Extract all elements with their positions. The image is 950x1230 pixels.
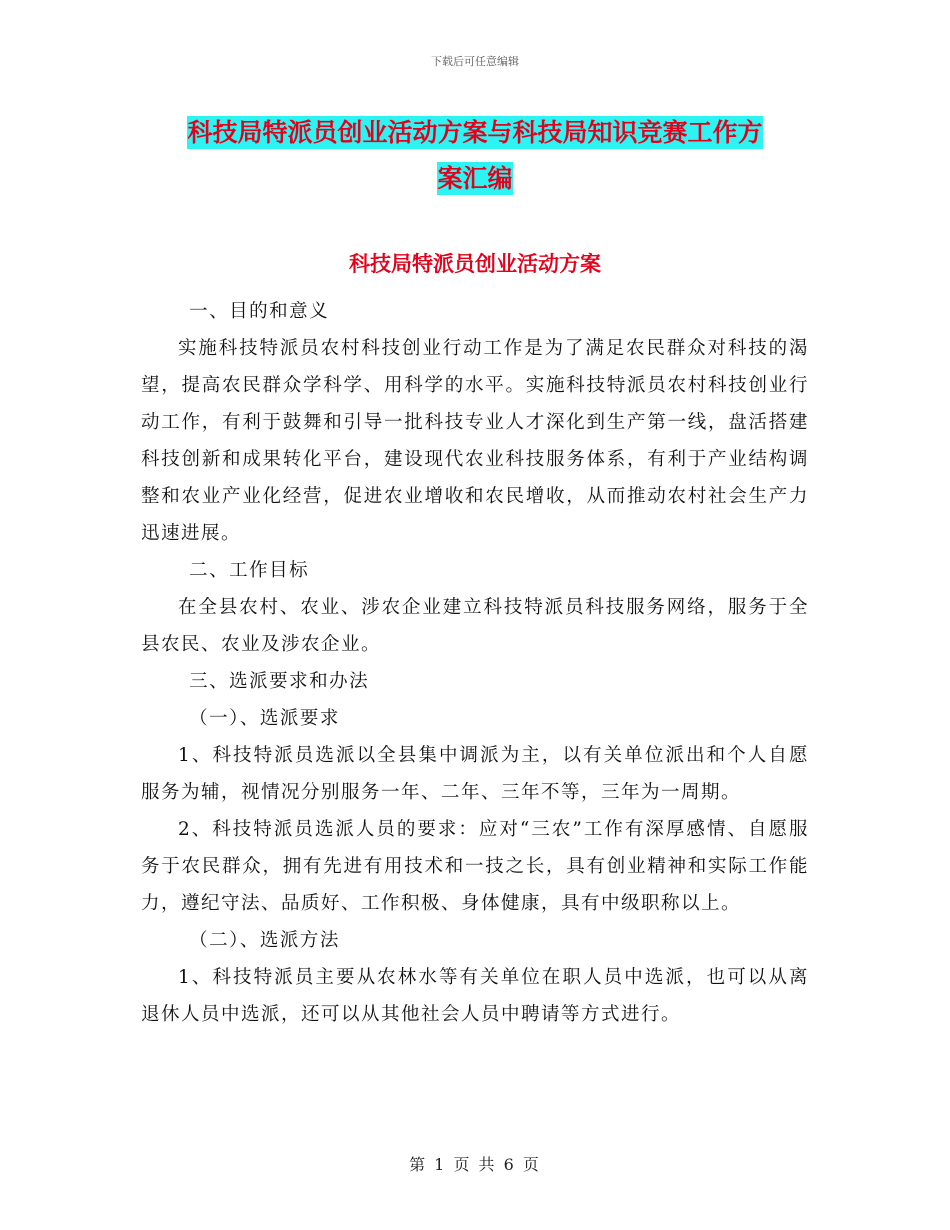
subheading-methods: （二）、选派方法 <box>189 930 340 951</box>
document-body <box>141 293 809 1033</box>
heading-purpose: 一、目的和意义 <box>189 301 330 322</box>
paragraph-method-1: 1、科技特派员主要从农林水等有关单位在职人员中选派，也可以从离退休人员中选派，还可以从其他社会人员中聘请等方式进行。 <box>141 967 809 1025</box>
heading-goal: 二、工作目标 <box>189 560 310 581</box>
paragraph-goal: 在全县农村、农业、涉农企业建立科技特派员科技服务网络，服务于全县农民、农业及涉农企业。 <box>141 597 809 655</box>
paragraph-requirement-2: 2、科技特派员选派人员的要求：应对“三农”工作有深厚感情、自愿服务于农民群众，拥有先进有用技术和一技之长，具有创业精神和实际工作能力，遵纪守法、品质好、工作积极、身体健康，具有中级职称以上。 <box>141 819 809 914</box>
title-line-1: 科技局特派员创业活动方案与科技局知识竞赛工作方 <box>187 118 763 147</box>
document-title <box>140 110 810 202</box>
page-footer: 第 1 页 共 6 页 <box>409 1155 541 1174</box>
paragraph-purpose: 实施科技特派员农村科技创业行动工作是为了满足农民群众对科技的渴望，提高农民群众学科学、用科学的水平。实施科技特派员农村科技创业行动工作，有利于鼓舞和引导一批科技专业人才深化到生产第一线，盘活搭建科技创新和成果转化平台，建设现代农业科技服务体系，有利于产业结构调整和农业产业化经营，促进农业增收和农民增收，从而推动农村社会生产力迅速进展。 <box>141 338 809 544</box>
title-line-2: 案汇编 <box>437 164 513 193</box>
paragraph-requirement-1: 1、科技特派员选派以全县集中调派为主，以有关单位派出和个人自愿服务为辅，视情况分别服务一年、二年、三年不等，三年为一周期。 <box>141 745 809 803</box>
subheading-requirements: （一）、选派要求 <box>189 708 340 729</box>
section-title: 科技局特派员创业活动方案 <box>349 252 601 276</box>
heading-selection: 三、选派要求和办法 <box>189 671 370 692</box>
page-header: 下载后可任意编辑 <box>431 55 519 68</box>
